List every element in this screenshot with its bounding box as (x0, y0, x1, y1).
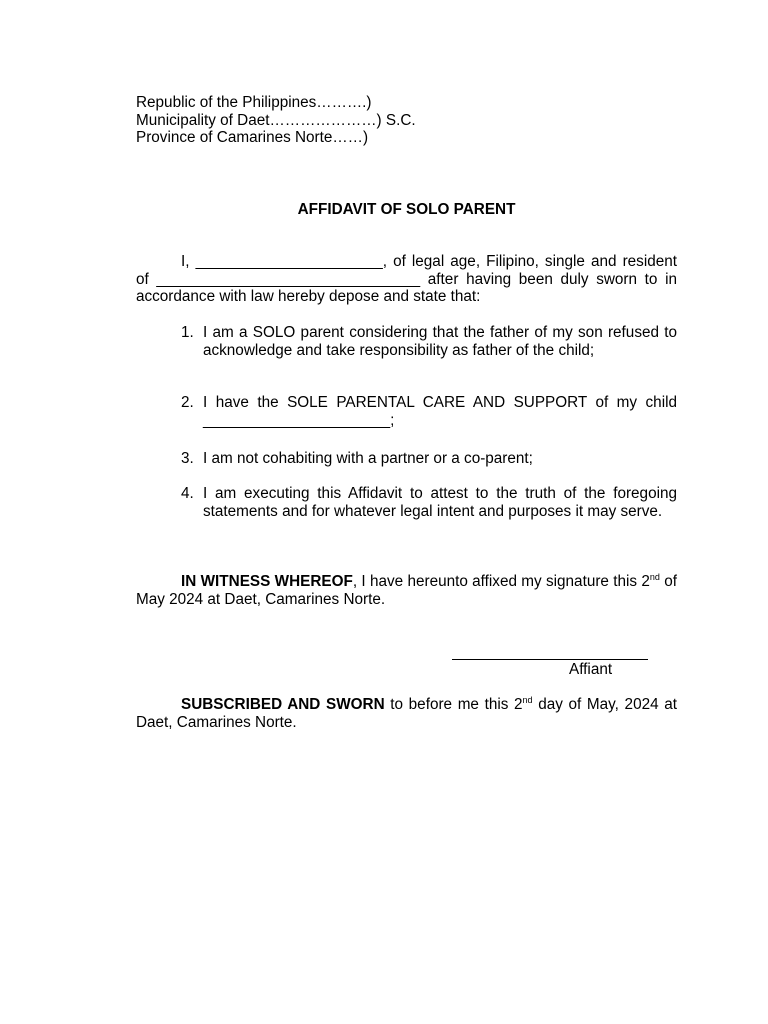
witness-text-end: of May 2024 at Daet, Camarines Norte. (136, 573, 677, 608)
document-header (136, 94, 677, 147)
statement-text: I am executing this Affidavit to attest to the truth of the foregoing statements and for whatever legal intent and purposes it may serve. (203, 485, 677, 520)
subscribed-text: to before me this 2 (384, 696, 523, 713)
statement-number: 4. (181, 485, 194, 502)
statement-item-1 (136, 324, 677, 359)
subscribed-text-end: day of May, 2024 at Daet, Camarines Norte. (136, 696, 677, 731)
header-line-province: Province of Camarines Norte……) (136, 129, 369, 146)
witness-ordinal: nd (649, 572, 660, 582)
witness-text: , I have hereunto affixed my signature this 2 (352, 573, 650, 590)
signature-line (452, 659, 648, 660)
statement-number: 2. (181, 394, 194, 411)
witness-lead: IN WITNESS WHEREOF (181, 573, 353, 590)
statement-text: I have the SOLE PARENTAL CARE AND SUPPORT of my child ______________________; (203, 394, 677, 429)
document-title: AFFIDAVIT OF SOLO PARENT (297, 201, 516, 218)
witness-paragraph (136, 573, 677, 608)
statement-number: 3. (181, 450, 194, 467)
statement-text: I am a SOLO parent considering that the father of my son refused to acknowledge and take responsibility as father of the child; (203, 324, 677, 359)
intro-paragraph: I, ______________________, of legal age, Filipino, single and resident of _______________________________ after having been duly sworn to in accordance with law hereby depose and state that: (136, 253, 677, 305)
header-line-municipality: Municipality of Daet…………………) S.C. (136, 111, 416, 129)
subscribed-ordinal: nd (522, 695, 533, 705)
statement-number: 1. (181, 324, 194, 341)
statement-item-4 (136, 485, 677, 520)
affiant-label: Affiant (569, 661, 613, 678)
statement-text: I am not cohabiting with a partner or a co-parent; (203, 450, 533, 467)
subscribed-lead: SUBSCRIBED AND SWORN (181, 696, 385, 713)
statement-item-3 (136, 450, 677, 468)
statement-item-2 (136, 394, 677, 429)
subscribed-paragraph (136, 696, 677, 731)
header-line-republic: Republic of the Philippines……….) (136, 94, 372, 111)
